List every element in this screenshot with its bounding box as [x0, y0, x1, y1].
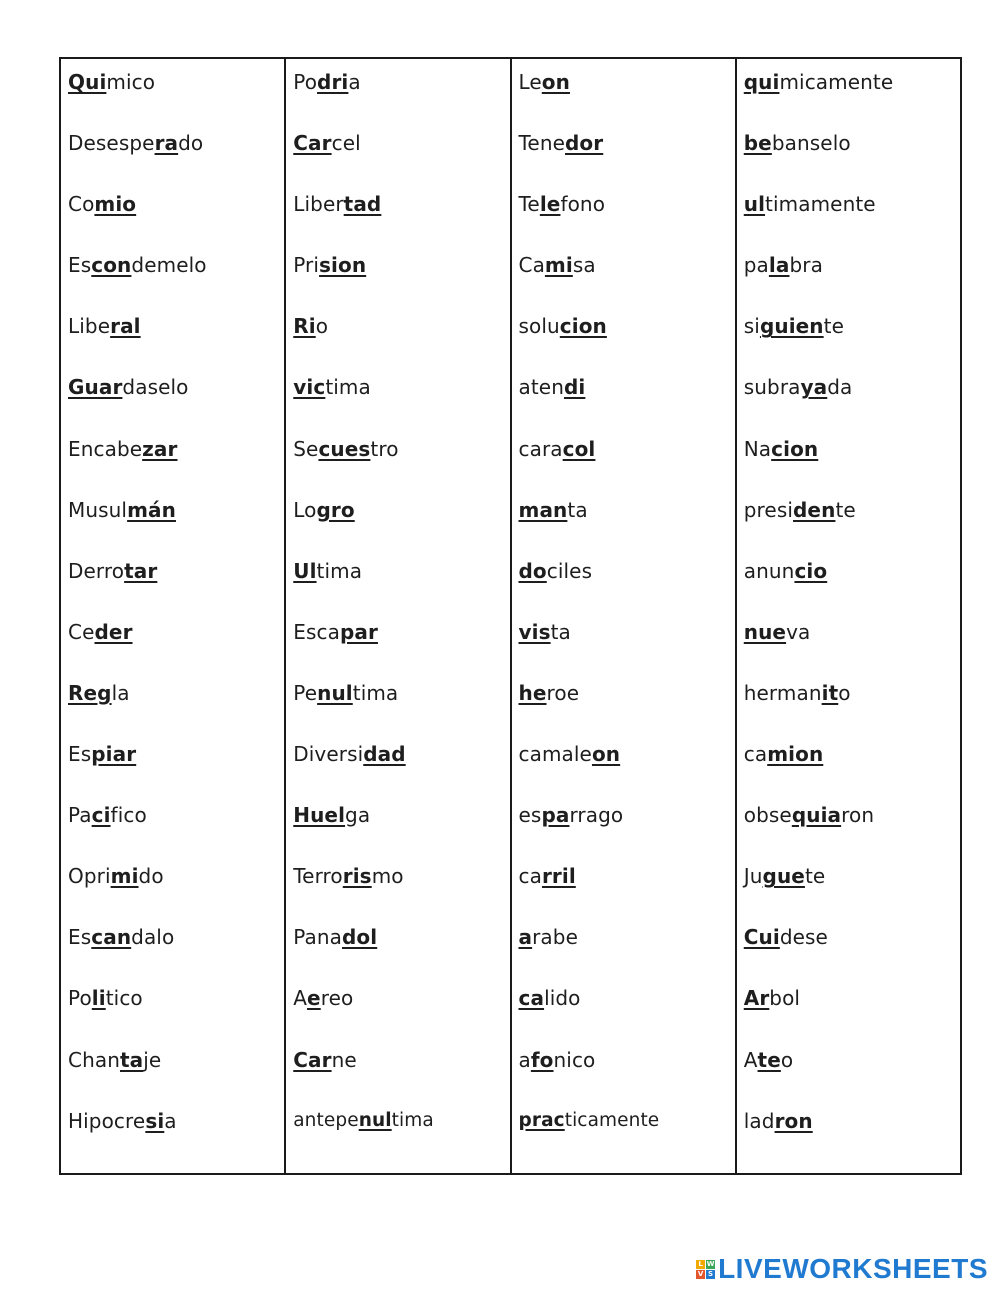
word-cell — [68, 984, 284, 1045]
stressed-syllable: be — [743, 131, 772, 156]
word-segment: reo — [320, 986, 354, 1011]
word-cell — [68, 1046, 284, 1107]
word-segment: va — [786, 619, 811, 644]
word-cell — [519, 679, 735, 740]
word-segment: o — [838, 680, 851, 705]
word-segment: Pri — [293, 253, 320, 278]
word-cell — [744, 251, 960, 312]
word-cell — [68, 373, 284, 434]
word-cell — [293, 862, 509, 923]
stressed-syllable: Guar — [68, 375, 123, 400]
word-cell — [744, 679, 960, 740]
stressed-syllable: ris — [342, 864, 372, 889]
word-segment: te — [835, 497, 856, 522]
word-cell — [293, 68, 509, 129]
stressed-syllable: it — [821, 680, 839, 705]
word-segment: daselo — [122, 375, 189, 400]
word-segment: Ju — [743, 864, 763, 889]
word-cell — [68, 251, 284, 312]
word-segment: Le — [518, 70, 542, 94]
word-cell — [293, 373, 509, 434]
word-cell — [293, 618, 509, 679]
word-segment: Es — [68, 925, 92, 950]
stressed-syllable: piar — [91, 742, 137, 767]
word-cell — [68, 190, 284, 251]
word-segment: Liber — [293, 192, 344, 217]
word-cell — [519, 190, 735, 251]
word-segment: nico — [553, 1047, 596, 1072]
word-cell — [744, 68, 960, 129]
word-segment: tima — [391, 1109, 434, 1131]
stressed-syllable: man — [518, 497, 568, 522]
word-segment: ne — [331, 1047, 357, 1072]
logo-square: V — [697, 1269, 704, 1278]
word-segment: la — [111, 680, 130, 705]
stressed-syllable: la — [768, 253, 790, 278]
word-segment: solu — [518, 314, 560, 339]
word-cell — [744, 557, 960, 618]
stressed-syllable: di — [563, 375, 586, 400]
stressed-syllable: te — [757, 1047, 781, 1072]
liveworksheets-logo-icon — [696, 1260, 715, 1279]
word-cell — [519, 557, 735, 618]
word-segment: Po — [68, 986, 92, 1011]
word-segment: ciles — [546, 558, 593, 583]
word-segment: Pana — [293, 925, 342, 950]
stressed-syllable: quia — [791, 803, 842, 828]
stressed-syllable: dol — [342, 925, 378, 950]
stressed-syllable: cion — [771, 436, 819, 461]
stressed-syllable: Huel — [293, 803, 346, 828]
logo-square: W — [706, 1259, 715, 1268]
stressed-syllable: si — [145, 1108, 165, 1133]
stressed-syllable: mán — [127, 497, 176, 522]
stressed-syllable: do — [518, 558, 547, 583]
stressed-syllable: tar — [124, 558, 158, 583]
word-segment: demelo — [131, 253, 207, 278]
stressed-syllable: ya — [800, 375, 828, 400]
word-segment: ron — [841, 803, 875, 828]
word-cell — [293, 1107, 509, 1168]
stressed-syllable: par — [339, 619, 378, 644]
word-segment: roe — [546, 680, 580, 705]
word-segment: Ce — [68, 619, 95, 644]
word-segment: a — [348, 70, 361, 94]
word-segment: o — [315, 314, 329, 339]
word-segment: sa — [572, 253, 596, 278]
word-segment: lido — [544, 986, 581, 1011]
stressed-syllable: ul — [743, 192, 766, 217]
stressed-syllable: Car — [293, 131, 332, 156]
stressed-syllable: mi — [544, 253, 573, 278]
word-segment: ta — [567, 497, 588, 522]
word-segment: herman — [743, 680, 822, 705]
word-segment: obse — [743, 803, 792, 828]
stressed-syllable: tad — [343, 192, 382, 217]
word-cell — [519, 373, 735, 434]
stressed-syllable: rril — [541, 864, 576, 889]
stressed-syllable: e — [307, 986, 321, 1011]
word-segment: camale — [518, 742, 592, 767]
word-segment: Hipocre — [68, 1108, 146, 1133]
word-cell — [744, 862, 960, 923]
word-segment: tima — [325, 375, 371, 400]
word-segment: rrago — [569, 803, 624, 828]
word-segment: Po — [293, 70, 318, 94]
word-segment: Lo — [293, 497, 317, 522]
word-cell — [519, 1046, 735, 1107]
word-segment: ca — [518, 864, 542, 889]
word-segment: Encabe — [68, 436, 143, 461]
word-segment: Derro — [68, 558, 125, 583]
word-cell — [68, 862, 284, 923]
word-segment: dalo — [131, 925, 175, 950]
word-cell — [519, 984, 735, 1045]
stressed-syllable: col — [562, 436, 596, 461]
stressed-syllable: mion — [767, 742, 824, 767]
word-cell — [68, 1107, 284, 1168]
word-segment: Na — [743, 436, 772, 461]
word-cell — [293, 1046, 509, 1107]
word-cell — [68, 312, 284, 373]
stressed-syllable: ra — [154, 131, 179, 156]
word-cell — [744, 373, 960, 434]
stressed-syllable: Reg — [68, 680, 112, 705]
word-segment: o — [780, 1047, 794, 1072]
word-table — [59, 57, 962, 1175]
stressed-syllable: der — [94, 619, 133, 644]
word-cell — [293, 557, 509, 618]
brand-text: LIVEWORKSHEETS — [718, 1253, 988, 1284]
stressed-syllable: guien — [759, 314, 824, 339]
word-segment: Musul — [68, 497, 128, 522]
stressed-syllable: sion — [319, 253, 367, 278]
word-segment: lad — [743, 1108, 775, 1133]
word-cell — [519, 68, 735, 129]
stressed-syllable: Car — [293, 1047, 332, 1072]
word-column-1 — [61, 59, 286, 1173]
word-cell — [68, 68, 284, 129]
word-segment: timamente — [765, 192, 876, 217]
word-segment: si — [743, 314, 760, 339]
word-segment: fono — [560, 192, 606, 217]
word-segment: ga — [345, 803, 371, 828]
word-segment: aten — [518, 375, 564, 400]
liveworksheets-brand[interactable] — [696, 1254, 988, 1284]
word-segment: Pe — [293, 680, 318, 705]
stressed-syllable: nul — [317, 680, 353, 705]
word-segment: Co — [68, 192, 95, 217]
word-cell — [519, 435, 735, 496]
word-cell — [293, 312, 509, 373]
stressed-syllable: Ri — [293, 314, 316, 339]
word-cell — [68, 618, 284, 679]
word-cell — [744, 312, 960, 373]
word-segment: micamente — [779, 70, 894, 94]
stressed-syllable: vic — [293, 375, 326, 400]
word-segment: Pa — [68, 803, 92, 828]
stressed-syllable: dor — [565, 131, 604, 156]
stressed-syllable: can — [91, 925, 132, 950]
word-segment: banselo — [771, 131, 851, 156]
word-segment: je — [143, 1047, 162, 1072]
word-segment: Ca — [518, 253, 545, 278]
word-segment: tro — [370, 436, 399, 461]
word-cell — [68, 557, 284, 618]
word-cell — [293, 740, 509, 801]
word-segment: Tene — [518, 131, 566, 156]
stressed-syllable: Ar — [743, 986, 770, 1011]
word-cell — [293, 801, 509, 862]
word-segment: tima — [316, 558, 363, 583]
word-segment: dese — [779, 925, 828, 950]
word-segment: Opri — [68, 864, 111, 889]
word-segment: antepe — [293, 1109, 359, 1131]
word-cell — [68, 435, 284, 496]
word-segment: Es — [68, 253, 92, 278]
word-cell — [744, 1046, 960, 1107]
word-segment: fico — [110, 803, 147, 828]
word-cell — [519, 923, 735, 984]
stressed-syllable: on — [541, 70, 570, 94]
word-cell — [519, 801, 735, 862]
word-segment: a — [518, 1047, 531, 1072]
stressed-syllable: mio — [94, 192, 137, 217]
word-cell — [519, 312, 735, 373]
word-segment: es — [518, 803, 542, 828]
word-cell — [744, 435, 960, 496]
word-segment: Te — [518, 192, 540, 217]
word-cell — [744, 496, 960, 557]
word-cell — [68, 679, 284, 740]
stressed-syllable: gro — [316, 497, 355, 522]
word-segment: tima — [352, 680, 399, 705]
word-cell — [68, 496, 284, 557]
word-cell — [519, 251, 735, 312]
word-segment: ca — [743, 742, 768, 767]
word-segment: do — [178, 131, 204, 156]
stressed-syllable: dad — [363, 742, 406, 767]
word-segment: Libe — [68, 314, 111, 339]
stressed-syllable: vis — [518, 619, 551, 644]
word-column-3 — [512, 59, 737, 1173]
word-cell — [68, 129, 284, 190]
stressed-syllable: den — [793, 497, 836, 522]
stressed-syllable: ral — [110, 314, 141, 339]
stressed-syllable: pa — [541, 803, 570, 828]
word-cell — [744, 618, 960, 679]
word-segment: ta — [550, 619, 571, 644]
stressed-syllable: a — [518, 925, 533, 950]
word-cell — [744, 190, 960, 251]
word-cell — [293, 984, 509, 1045]
word-segment: Chan — [68, 1047, 120, 1072]
stressed-syllable: fo — [530, 1047, 554, 1072]
stressed-syllable: ca — [518, 986, 545, 1011]
word-cell — [744, 1107, 960, 1168]
word-segment: Es — [68, 742, 92, 767]
word-segment: A — [293, 986, 308, 1011]
stressed-syllable: Qui — [68, 70, 107, 94]
word-cell — [293, 251, 509, 312]
word-cell — [519, 862, 735, 923]
word-cell — [68, 801, 284, 862]
stressed-syllable: ci — [91, 803, 111, 828]
stressed-syllable: dri — [317, 70, 349, 94]
word-segment: Diversi — [293, 742, 364, 767]
word-segment: tico — [105, 986, 143, 1011]
word-segment: Terro — [293, 864, 343, 889]
stressed-syllable: on — [591, 742, 621, 767]
word-segment: Desespe — [68, 131, 155, 156]
word-cell — [744, 801, 960, 862]
stressed-syllable: nue — [743, 619, 787, 644]
logo-square: L — [696, 1260, 705, 1269]
stressed-syllable: ron — [774, 1108, 813, 1133]
word-cell — [68, 740, 284, 801]
word-cell — [293, 435, 509, 496]
word-segment: Esca — [293, 619, 340, 644]
stressed-syllable: mi — [110, 864, 139, 889]
word-segment: mo — [371, 864, 404, 889]
word-segment: do — [138, 864, 164, 889]
logo-square: S — [708, 1269, 714, 1278]
word-cell — [293, 129, 509, 190]
word-cell — [519, 496, 735, 557]
stressed-syllable: li — [91, 986, 106, 1011]
word-cell — [519, 1107, 735, 1168]
stressed-syllable: prac — [518, 1109, 565, 1131]
word-segment: A — [743, 1047, 758, 1072]
word-segment: pa — [743, 253, 769, 278]
word-cell — [744, 129, 960, 190]
word-cell — [68, 923, 284, 984]
word-segment: bra — [789, 253, 823, 278]
word-segment: da — [827, 375, 853, 400]
stressed-syllable: ta — [119, 1047, 144, 1072]
stressed-syllable: qui — [743, 70, 780, 94]
word-segment: bol — [769, 986, 801, 1011]
word-column-2 — [286, 59, 511, 1173]
word-cell — [744, 740, 960, 801]
word-segment: te — [823, 314, 845, 339]
word-cell — [744, 984, 960, 1045]
word-segment: te — [804, 864, 826, 889]
word-cell — [519, 740, 735, 801]
word-column-4 — [737, 59, 960, 1173]
word-segment: Se — [293, 436, 319, 461]
stressed-syllable: gue — [762, 864, 805, 889]
word-cell — [519, 129, 735, 190]
word-cell — [293, 496, 509, 557]
word-segment: mico — [106, 70, 156, 94]
stressed-syllable: zar — [142, 436, 178, 461]
word-segment: anun — [743, 558, 795, 583]
word-cell — [519, 618, 735, 679]
word-cell — [293, 679, 509, 740]
word-segment: cel — [331, 131, 361, 156]
stressed-syllable: cion — [559, 314, 607, 339]
stressed-syllable: le — [539, 192, 561, 217]
word-segment: rabe — [532, 925, 578, 950]
stressed-syllable: he — [518, 680, 547, 705]
stressed-syllable: cues — [318, 436, 371, 461]
stressed-syllable: Ul — [293, 558, 317, 583]
word-segment: presi — [743, 497, 794, 522]
word-cell — [293, 190, 509, 251]
word-segment: ticamente — [564, 1109, 660, 1131]
stressed-syllable: con — [91, 253, 132, 278]
stressed-syllable: nul — [358, 1109, 392, 1131]
word-segment: subra — [743, 375, 801, 400]
stressed-syllable: cio — [794, 558, 828, 583]
word-segment: cara — [518, 436, 563, 461]
stressed-syllable: Cui — [743, 925, 780, 950]
word-cell — [293, 923, 509, 984]
word-segment: a — [164, 1108, 177, 1133]
word-cell — [744, 923, 960, 984]
